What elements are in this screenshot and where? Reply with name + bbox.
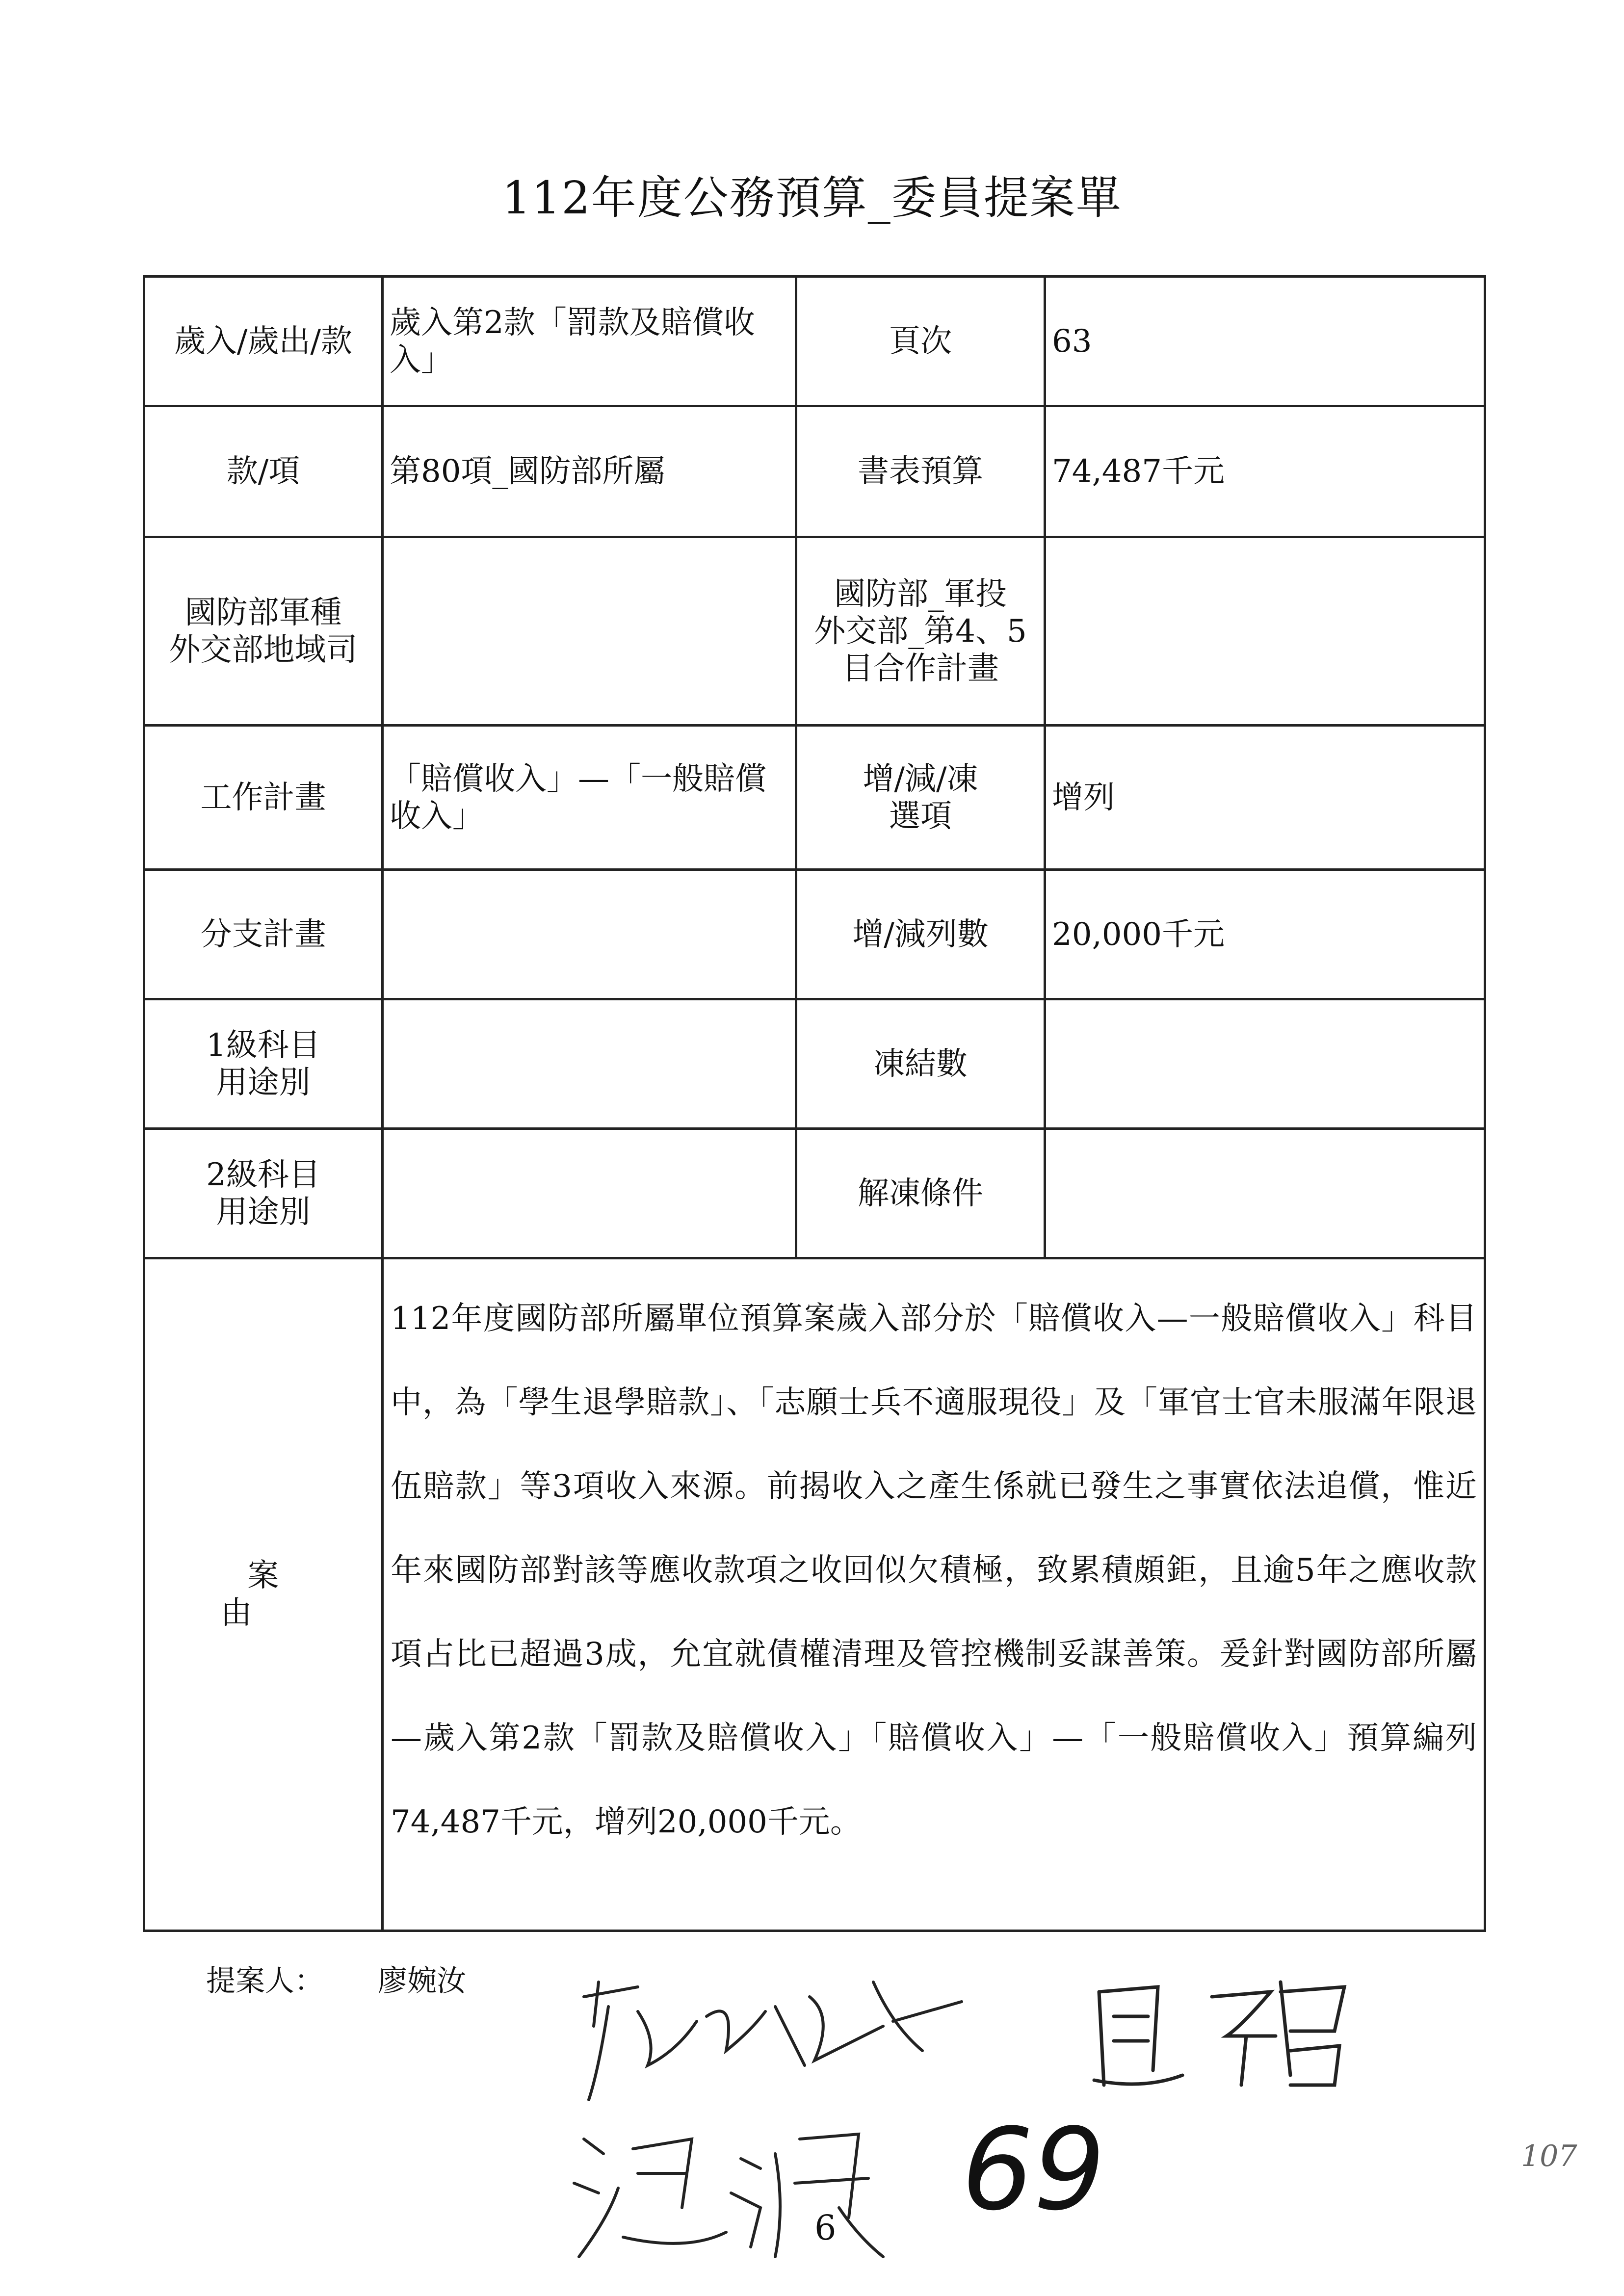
field-label: 分支計畫 — [144, 870, 383, 999]
field-value: 63 — [1045, 277, 1485, 406]
field-label: 1級科目 用途別 — [144, 999, 383, 1129]
field-label: 增/減列數 — [796, 870, 1045, 999]
handwritten-number: 69 — [962, 2105, 1105, 2236]
field-value: 20,000千元 — [1045, 870, 1485, 999]
reason-text: 112年度國防部所屬單位預算案歲入部分於「賠償收入—一般賠償收入」科目中，為「學生退學賠款」、「志願士兵不適服現役」及「軍官士官未服滿年限退伍賠款」等3項收入來源。前揭收入之產生係就已發生之事實依法追償，惟近年來國防部對該等應收款項之收回似欠積極，致累積頗鉅，且逾5年之應收款項占比已超過3成，允宜就債權清理及管控機制妥謀善策。爰針對國防部所屬—歲入第2款「罰款及賠償收入」「賠償收入」—「一般賠償收入」預算編列74,487千元，增列20,000千元。 — [391, 1301, 1477, 1840]
signature-3 — [564, 2110, 917, 2276]
proposal-table — [143, 275, 1486, 1932]
field-value: 「賠償收入」—「一般賠償收入」 — [383, 726, 796, 870]
field-value: 第80項_國防部所屬 — [383, 406, 796, 537]
reason-cell — [383, 1258, 1485, 1931]
table-row — [144, 870, 1485, 999]
proposer-label: 提案人： — [206, 1964, 324, 1998]
field-value — [383, 537, 796, 726]
reason-label: 案由 — [220, 1558, 333, 1631]
field-value — [1045, 537, 1485, 726]
field-label: 國防部_軍投 外交部_第4、5 目合作計畫 — [796, 537, 1045, 726]
field-label: 增/減/凍 選項 — [796, 726, 1045, 870]
signature-1 — [579, 1953, 981, 2110]
field-label: 2級科目 用途別 — [144, 1129, 383, 1258]
field-label: 工作計畫 — [144, 726, 383, 870]
field-value: 增列 — [1045, 726, 1485, 870]
field-value — [1045, 1129, 1485, 1258]
field-label: 款/項 — [144, 406, 383, 537]
table-row — [144, 726, 1485, 870]
proposer-name: 廖婉汝 — [378, 1964, 466, 1998]
field-label: 歲入/歲出/款 — [144, 277, 383, 406]
field-value — [383, 1129, 796, 1258]
table-row — [144, 1129, 1485, 1258]
field-value — [1045, 999, 1485, 1129]
field-value: 74,487千元 — [1045, 406, 1485, 537]
field-value: 歲入第2款「罰款及賠償收入」 — [383, 277, 796, 406]
corner-mark: 107 — [1521, 2139, 1577, 2173]
table-row — [144, 406, 1485, 537]
field-value — [383, 999, 796, 1129]
signature-2 — [1084, 1962, 1359, 2110]
field-label: 解凍條件 — [796, 1129, 1045, 1258]
field-label: 國防部軍種 外交部地域司 — [144, 537, 383, 726]
reason-row — [144, 1258, 1485, 1931]
field-value — [383, 870, 796, 999]
field-label: 書表預算 — [796, 406, 1045, 537]
table-row — [144, 537, 1485, 726]
page-title: 112年度公務預算_委員提案單 — [502, 172, 1122, 224]
field-label: 凍結數 — [796, 999, 1045, 1129]
reason-label-cell — [144, 1258, 383, 1931]
field-label: 頁次 — [796, 277, 1045, 406]
page-number: 6 — [814, 2208, 837, 2248]
table-row — [144, 277, 1485, 406]
table-row — [144, 999, 1485, 1129]
